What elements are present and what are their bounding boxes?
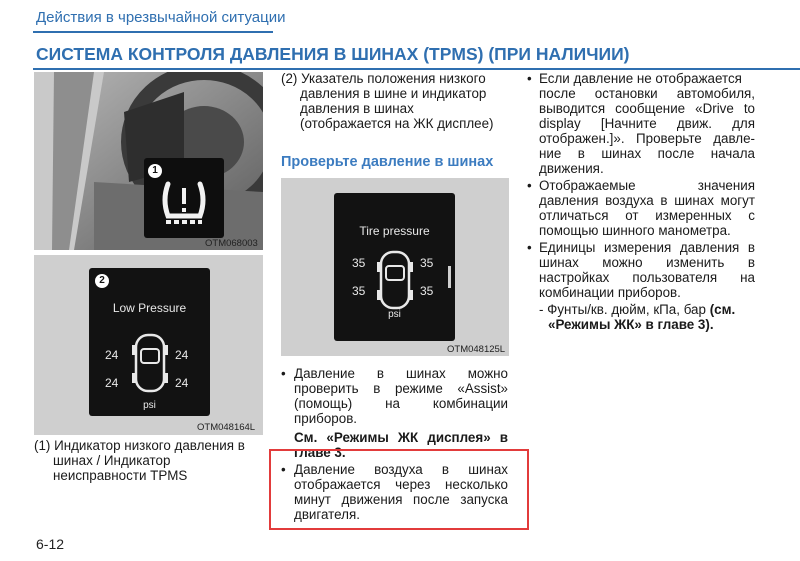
- car-top-view-icon: [132, 333, 168, 393]
- low-pressure-screen: [89, 268, 210, 416]
- units-subitem: - Фунты/кв. дюйм, кПа, бар (см. «Режимы ЖК» в главе 3).: [539, 302, 736, 332]
- page-title: СИСТЕМА КОНТРОЛЯ ДАВЛЕНИЯ В ШИНАХ (TPMS) (ПРИ НАЛИЧИИ): [36, 44, 630, 64]
- tire-value-front-right: 24: [175, 348, 189, 362]
- dashboard-photo: [34, 72, 263, 250]
- tire-value-rear-left: 24: [105, 376, 119, 390]
- tire-pressure-title: Tire pressure: [359, 224, 430, 238]
- car-top-view-icon-2: [377, 250, 413, 310]
- tire-value-rear-left-2: 35: [352, 284, 366, 298]
- tire-value-front-left-2: 35: [352, 256, 366, 270]
- tire-value-rear-right-2: 35: [420, 284, 434, 298]
- tire-value-rear-right: 24: [175, 376, 189, 390]
- bullet-gauge-difference: • Отображаемые значения давления воздуха в шинах могут отличаться от измеренных с помощью шинного манометра.: [527, 178, 755, 238]
- figure-code-1: OTM068003: [205, 238, 258, 249]
- bullet-assist-mode: • Давление в шинах можно проверить в режиме «Assist» (помощь) на комбинации приборов. См. «Режимы ЖК дисплея» в главе 3.: [281, 366, 508, 460]
- title-rule: [33, 68, 800, 70]
- figure-badge-2: 2: [95, 274, 109, 288]
- figure-code-3: OTM048125L: [447, 344, 506, 355]
- tire-pressure-figure: [281, 178, 509, 356]
- chapter-header: Действия в чрезвычайной ситуации: [36, 9, 286, 26]
- section-heading: Проверьте давление в шинах: [281, 154, 494, 170]
- tire-value-front-left: 24: [105, 348, 119, 362]
- pressure-unit: psi: [143, 400, 156, 411]
- pressure-unit-2: psi: [388, 309, 401, 320]
- tire-pressure-screen: [334, 193, 455, 341]
- page-number: 6-12: [36, 536, 65, 552]
- bullet-pressure-delay: • Давление воздуха в шинах отображается через несколько минут движения после запуска двигателя.: [281, 462, 508, 522]
- figure-badge-1: 1: [148, 164, 162, 178]
- bullet-units: • Единицы измерения давления в шинах можно изменить в настройках пользователя на комбинации приборов.: [527, 240, 755, 300]
- bullet-drive-to-display: • Если давление не отображается после остановки автомобиля, выводится сообщение «Drive to display [Начните движ. для отображен.]». Проверьте давле- ние в шинах после начала движения.: [527, 71, 755, 176]
- header-rule: [33, 31, 273, 33]
- scroll-indicator: [448, 266, 451, 288]
- caption-indicator-1: (1) Индикатор низкого давления в шинах / Индикатор неисправности TPMS: [34, 438, 245, 483]
- low-pressure-figure: [34, 255, 263, 435]
- low-pressure-title: Low Pressure: [112, 301, 187, 315]
- tire-value-front-right-2: 35: [420, 256, 434, 270]
- caption-indicator-2: (2) Указатель положения низкого давления в шине и индикатор давления в шинах (отображается на ЖК дисплее): [281, 71, 494, 131]
- figure-code-2: OTM048164L: [197, 422, 256, 433]
